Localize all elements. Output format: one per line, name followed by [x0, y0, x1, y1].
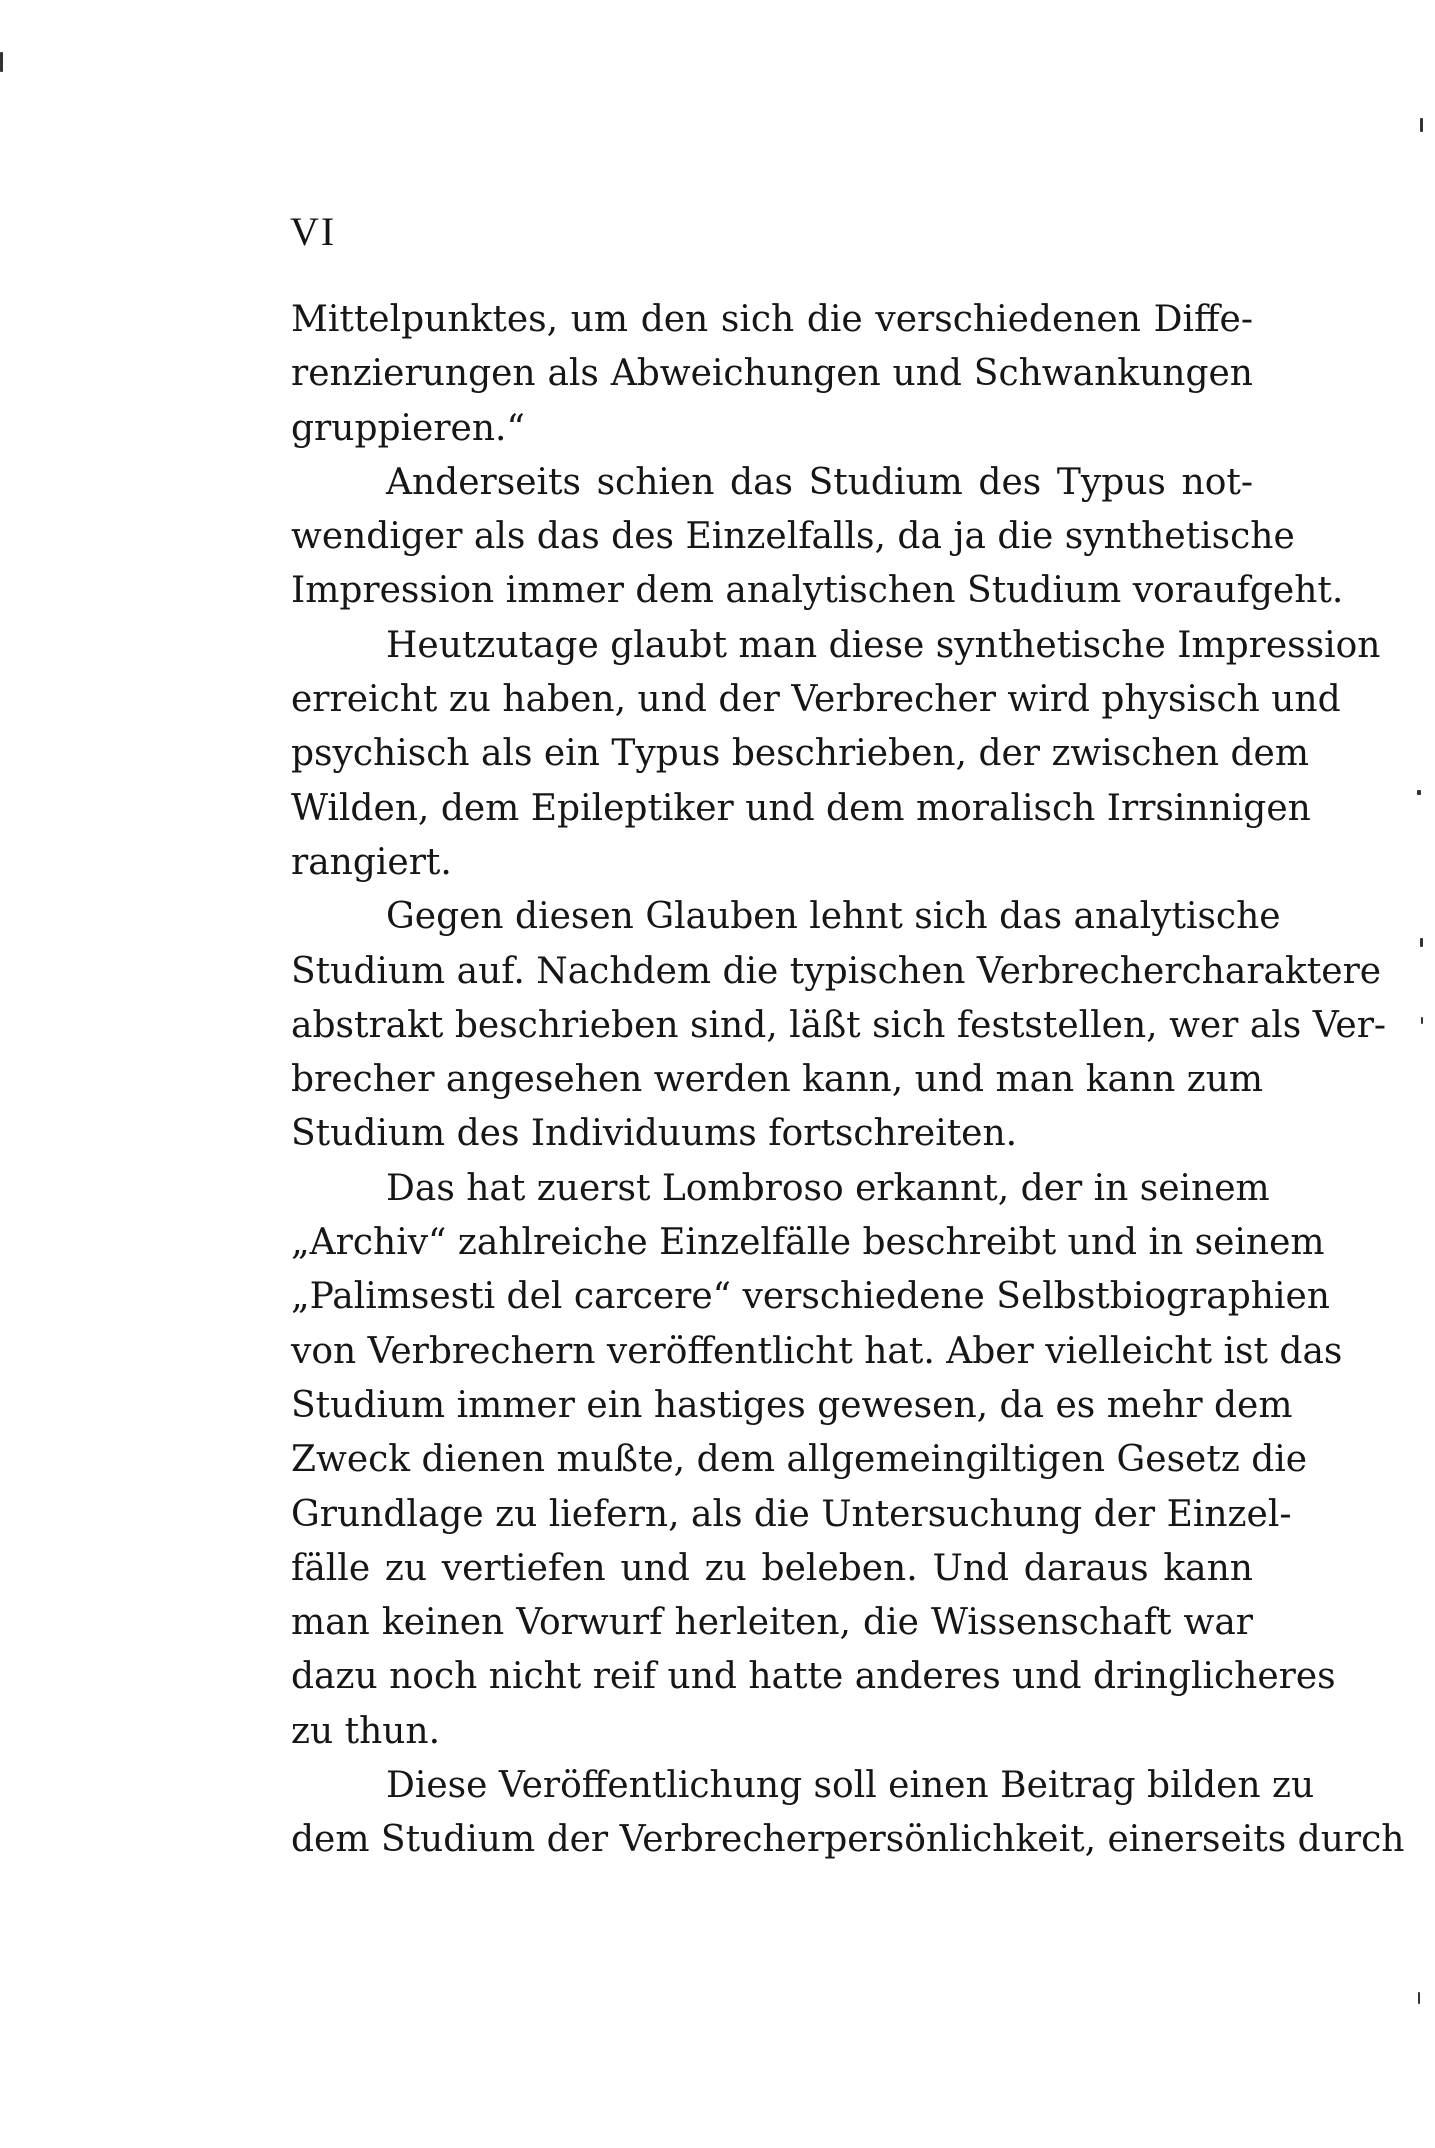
scan-speck — [1420, 938, 1423, 947]
text-line: Wilden, dem Epileptiker und dem moralisch Irrsinnigen — [291, 787, 1311, 829]
text-line: Impression immer dem analytischen Studium voraufgeht. — [291, 570, 1344, 612]
text-line: Studium auf. Nachdem die typischen Verbrechercharaktere — [291, 950, 1382, 992]
text-line: abstrakt beschrieben sind, läßt sich feststellen, wer als Ver- — [291, 1004, 1387, 1046]
text-line: Heutzutage glaubt man diese synthetische Impression — [386, 624, 1381, 666]
text-line: von Verbrechern veröffentlicht hat. Aber vielleicht ist das — [291, 1330, 1343, 1372]
text-line: Studium des Individuums fortschreiten. — [291, 1113, 1018, 1155]
scan-speck — [1420, 118, 1423, 132]
text-line: Anderseits schien das Studium des Typus not- — [386, 461, 1253, 503]
scan-speck — [0, 52, 3, 72]
text-line: Das hat zuerst Lombroso erkannt, der in seinem — [386, 1167, 1270, 1209]
text-line: brecher angesehen werden kann, und man kann zum — [291, 1059, 1264, 1101]
body-text — [291, 293, 1405, 1868]
text-line: psychisch als ein Typus beschrieben, der zwischen dem — [291, 733, 1309, 775]
scan-speck — [1418, 1992, 1420, 2004]
text-line: rangiert. — [291, 841, 452, 883]
text-line: man keinen Vorwurf herleiten, die Wissenschaft war — [291, 1602, 1253, 1644]
text-line: wendiger als das des Einzelfalls, da ja die synthetische — [291, 516, 1295, 558]
text-line: Diese Veröffentlichung soll einen Beitrag bilden zu — [386, 1765, 1315, 1807]
text-line: „Archiv“ zahlreiche Einzelfälle beschreibt und in seinem — [291, 1222, 1325, 1264]
text-line: Zweck dienen mußte, dem allgemeingiltigen Gesetz die — [291, 1439, 1308, 1481]
text-line: Grundlage zu liefern, als die Untersuchung der Einzel- — [291, 1493, 1292, 1535]
text-line: Studium immer ein hastiges gewesen, da es mehr dem — [291, 1384, 1293, 1426]
text-line: Mittelpunktes, um den sich die verschiedenen Diffe- — [291, 299, 1253, 340]
text-line: fälle zu vertiefen und zu beleben. Und daraus kann — [291, 1547, 1253, 1589]
scan-speck — [1417, 790, 1421, 795]
text-line: zu thun. — [291, 1710, 441, 1752]
text-line: dazu noch nicht reif und hatte anderes und dringlicheres — [291, 1656, 1336, 1698]
text-line: dem Studium der Verbrecherpersönlichkeit, einerseits durch — [291, 1819, 1405, 1861]
text-line: gruppieren.“ — [291, 407, 525, 449]
text-line: Gegen diesen Glauben lehnt sich das analytische — [386, 896, 1281, 938]
scan-speck — [1421, 1017, 1423, 1024]
text-line: renzierungen als Abweichungen und Schwankungen — [291, 353, 1253, 395]
page-number: VI — [290, 209, 337, 254]
text-line: „Palimsesti del carcere“ verschiedene Selbstbiographien — [291, 1276, 1330, 1318]
text-line: erreicht zu haben, und der Verbrecher wird physisch und — [291, 679, 1341, 721]
